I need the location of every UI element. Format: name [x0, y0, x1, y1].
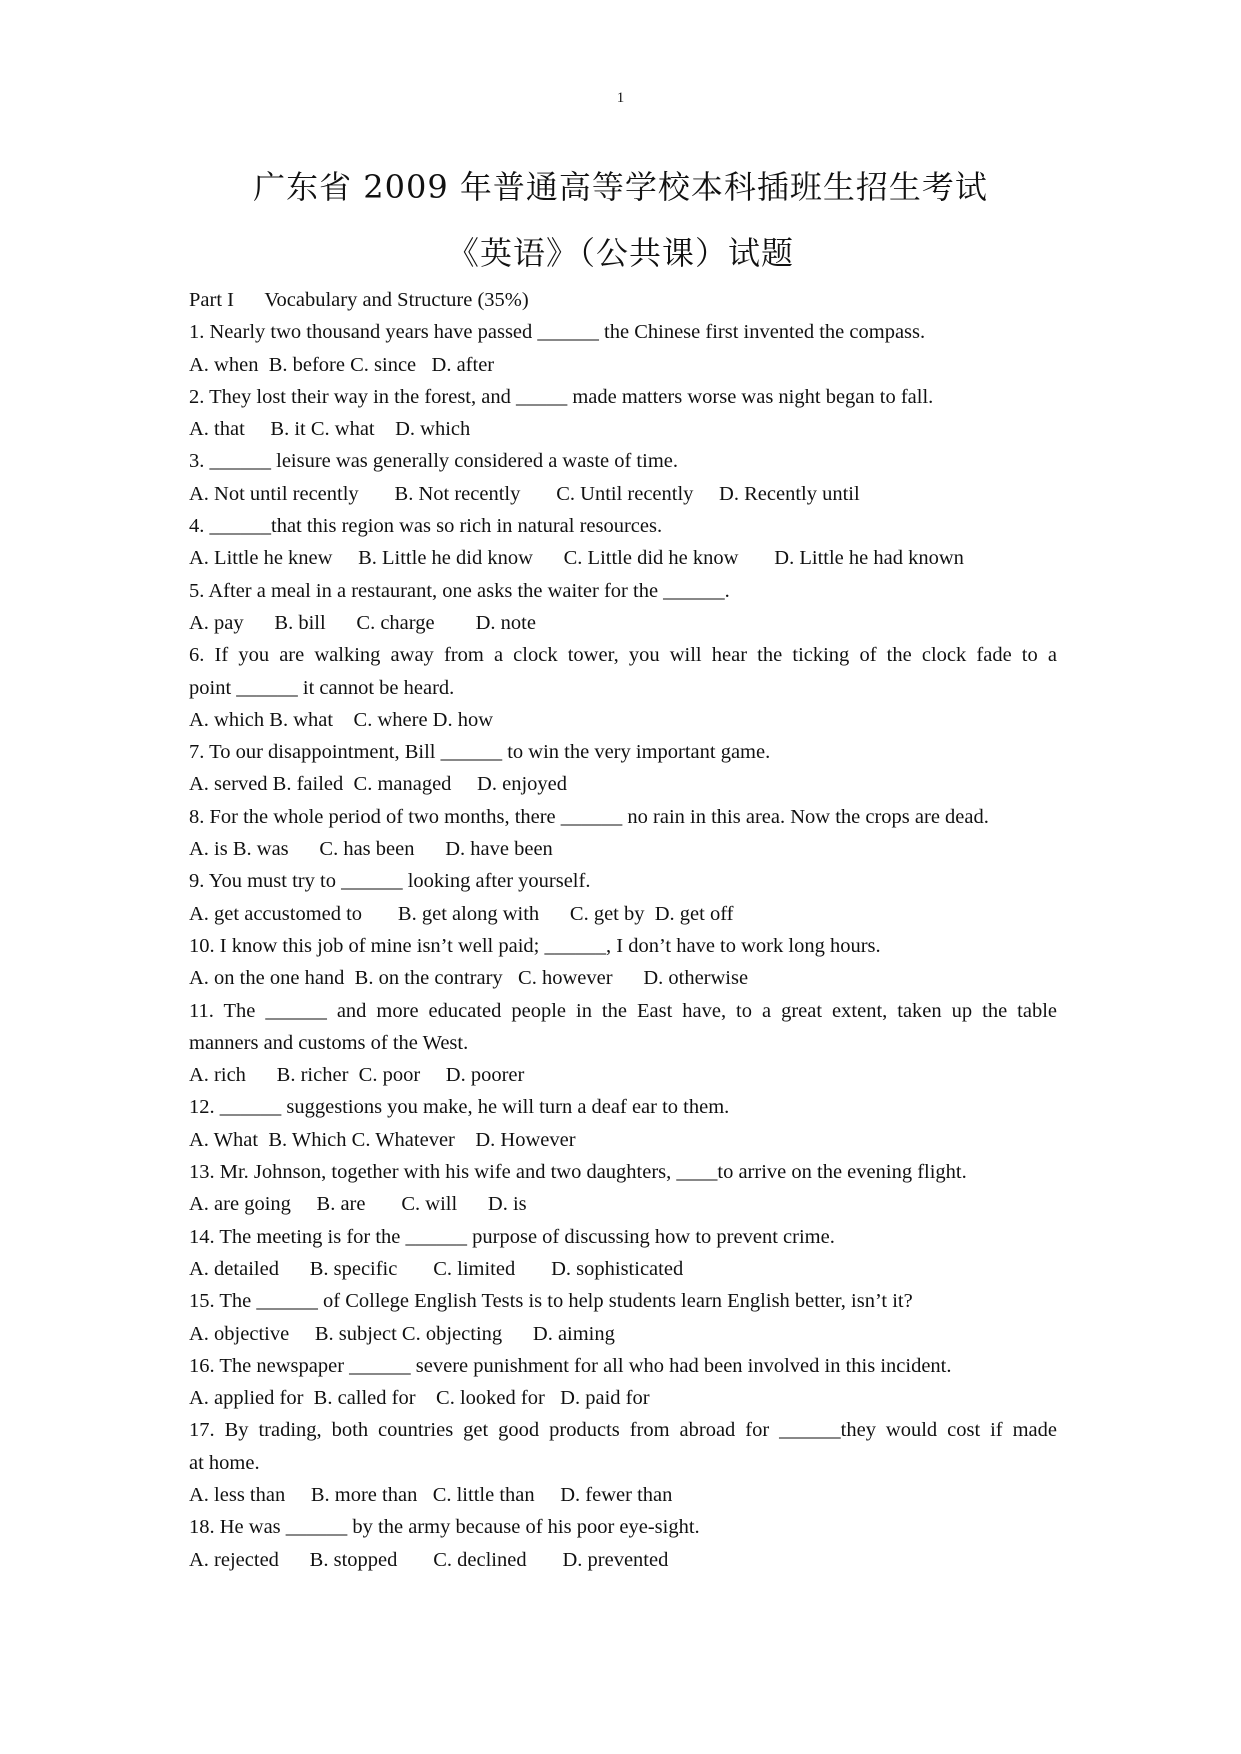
question-line: 2. They lost their way in the forest, and _____ made matters worse was night began to fall. [189, 385, 934, 408]
answer-options: A. which B. what C. where D. how [189, 708, 494, 731]
answer-options: A. pay B. bill C. charge D. note [189, 611, 536, 634]
answer-options: A. that B. it C. what D. which [189, 418, 471, 441]
question-line: point ______ it cannot be heard. [189, 676, 455, 699]
answer-options: A. detailed B. specific C. limited D. sophisticated [189, 1257, 684, 1280]
answer-options: A. on the one hand B. on the contrary C. however D. otherwise [189, 967, 749, 990]
exam-subtitle: 《英语》（公共课）试题 [446, 234, 794, 272]
answer-options: A. less than B. more than C. little than D. fewer than [189, 1483, 673, 1506]
question-line: 12. ______ suggestions you make, he will turn a deaf ear to them. [189, 1096, 730, 1119]
question-line: manners and customs of the West. [189, 1031, 469, 1054]
answer-options: A. rich B. richer C. poor D. poorer [189, 1064, 525, 1087]
answer-options: A. Not until recently B. Not recently C. Until recently D. Recently until [189, 482, 860, 505]
answer-options: A. get accustomed to B. get along with C. get by D. get off [189, 902, 734, 925]
question-line: 5. After a meal in a restaurant, one asks the waiter for the ______. [189, 579, 730, 602]
question-line: at home. [189, 1451, 260, 1474]
answer-options: A. rejected B. stopped C. declined D. prevented [189, 1548, 669, 1571]
question-line: 17. By trading, both countries get good products from abroad for ______they would cost if made [189, 1419, 1057, 1442]
answer-options: A. Little he knew B. Little he did know C. Little did he know D. Little he had known [189, 547, 964, 570]
question-line: 11. The ______ and more educated people in the East have, to a great extent, taken up the table [189, 999, 1057, 1022]
answer-options: A. objective B. subject C. objecting D. aiming [189, 1322, 615, 1345]
answer-options: A. is B. was C. has been D. have been [189, 838, 553, 861]
part-heading: Part I Vocabulary and Structure (35%) [189, 289, 529, 311]
question-line: 15. The ______ of College English Tests is to help students learn English better, isn’t it? [189, 1290, 913, 1313]
answer-options: A. served B. failed C. managed D. enjoyed [189, 773, 568, 796]
exam-title: 广东省 2009 年普通高等学校本科插班生招生考试 [253, 168, 988, 206]
answer-options: A. when B. before C. since D. after [189, 353, 495, 376]
question-line: 7. To our disappointment, Bill ______ to win the very important game. [189, 741, 771, 764]
question-line: 16. The newspaper ______ severe punishment for all who had been involved in this incident. [189, 1354, 952, 1377]
question-line: 9. You must try to ______ looking after yourself. [189, 870, 591, 893]
question-line: 14. The meeting is for the ______ purpose of discussing how to prevent crime. [189, 1225, 835, 1248]
question-line: 4. ______that this region was so rich in natural resources. [189, 515, 663, 538]
question-line: 1. Nearly two thousand years have passed ______ the Chinese first invented the compass. [189, 321, 926, 344]
answer-options: A. What B. Which C. Whatever D. However [189, 1128, 576, 1151]
question-line: 8. For the whole period of two months, there ______ no rain in this area. Now the crops are dead. [189, 805, 989, 828]
answer-options: A. applied for B. called for C. looked for D. paid for [189, 1387, 650, 1410]
question-line: 6. If you are walking away from a clock tower, you will hear the ticking of the clock fade to a [189, 644, 1057, 667]
question-line: 13. Mr. Johnson, together with his wife and two daughters, ____to arrive on the evening flight. [189, 1161, 967, 1184]
question-line: 10. I know this job of mine isn’t well paid; ______, I don’t have to work long hours. [189, 934, 881, 957]
question-line: 3. ______ leisure was generally considered a waste of time. [189, 450, 678, 473]
answer-options: A. are going B. are C. will D. is [189, 1193, 527, 1216]
page-number: 1 [616, 90, 625, 106]
exam-content [189, 284, 1057, 1576]
question-line: 18. He was ______ by the army because of his poor eye-sight. [189, 1516, 700, 1539]
